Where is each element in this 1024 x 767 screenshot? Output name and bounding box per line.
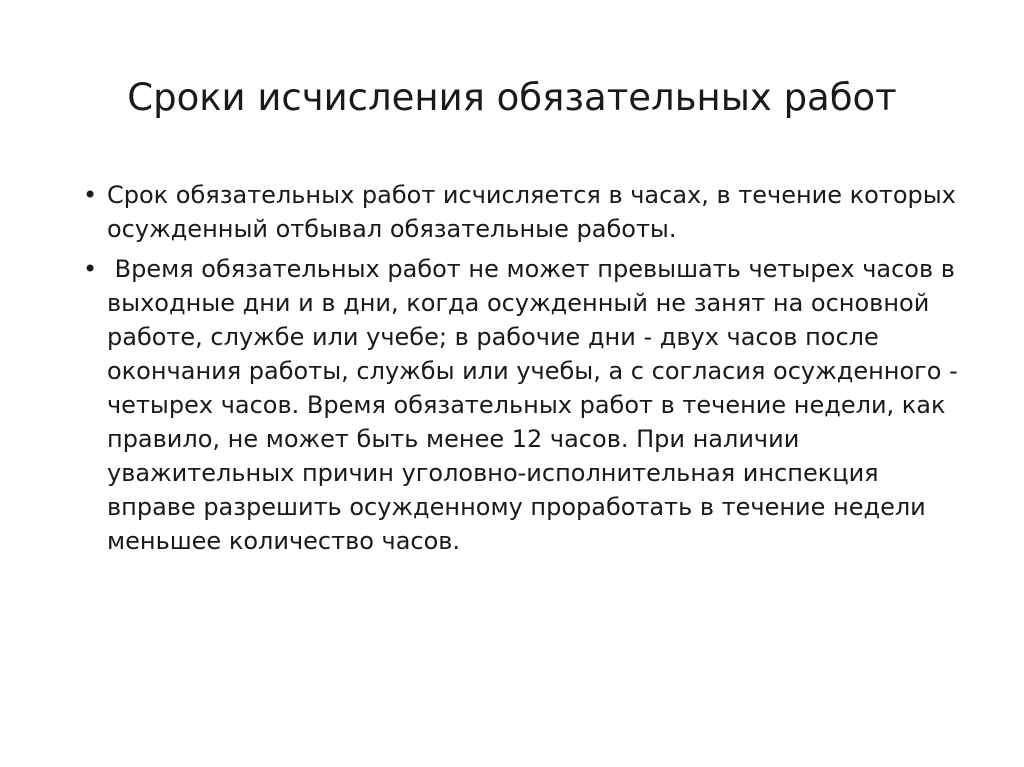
slide-title: Сроки исчисления обязательных работ bbox=[127, 76, 897, 119]
bullet-text: Срок обязательных работ исчисляется в часах, в течение которых осужденный отбывал обязательные работы. bbox=[107, 181, 956, 243]
bullet-list bbox=[83, 178, 966, 564]
bullet-dot-icon: • bbox=[83, 255, 98, 283]
bullet-item bbox=[83, 178, 963, 246]
bullet-dot-icon: • bbox=[83, 181, 98, 209]
bullet-text: Время обязательных работ не может превышать четырех часов в выходные дни и в дни, когда осужденный не занят на основной работе, службе или учебе; в рабочие дни - двух часов после окончания работы, службы или учебы, а с согласия осужденного - четырех часов. Время обязательных работ в течение недели, как правило, не может быть менее 12 часов. При наличии уважительных причин уголовно-исполнительная инспекция вправе разрешить осужденному проработать в течение недели меньшее количество часов. bbox=[107, 255, 966, 555]
bullet-item bbox=[83, 252, 966, 558]
